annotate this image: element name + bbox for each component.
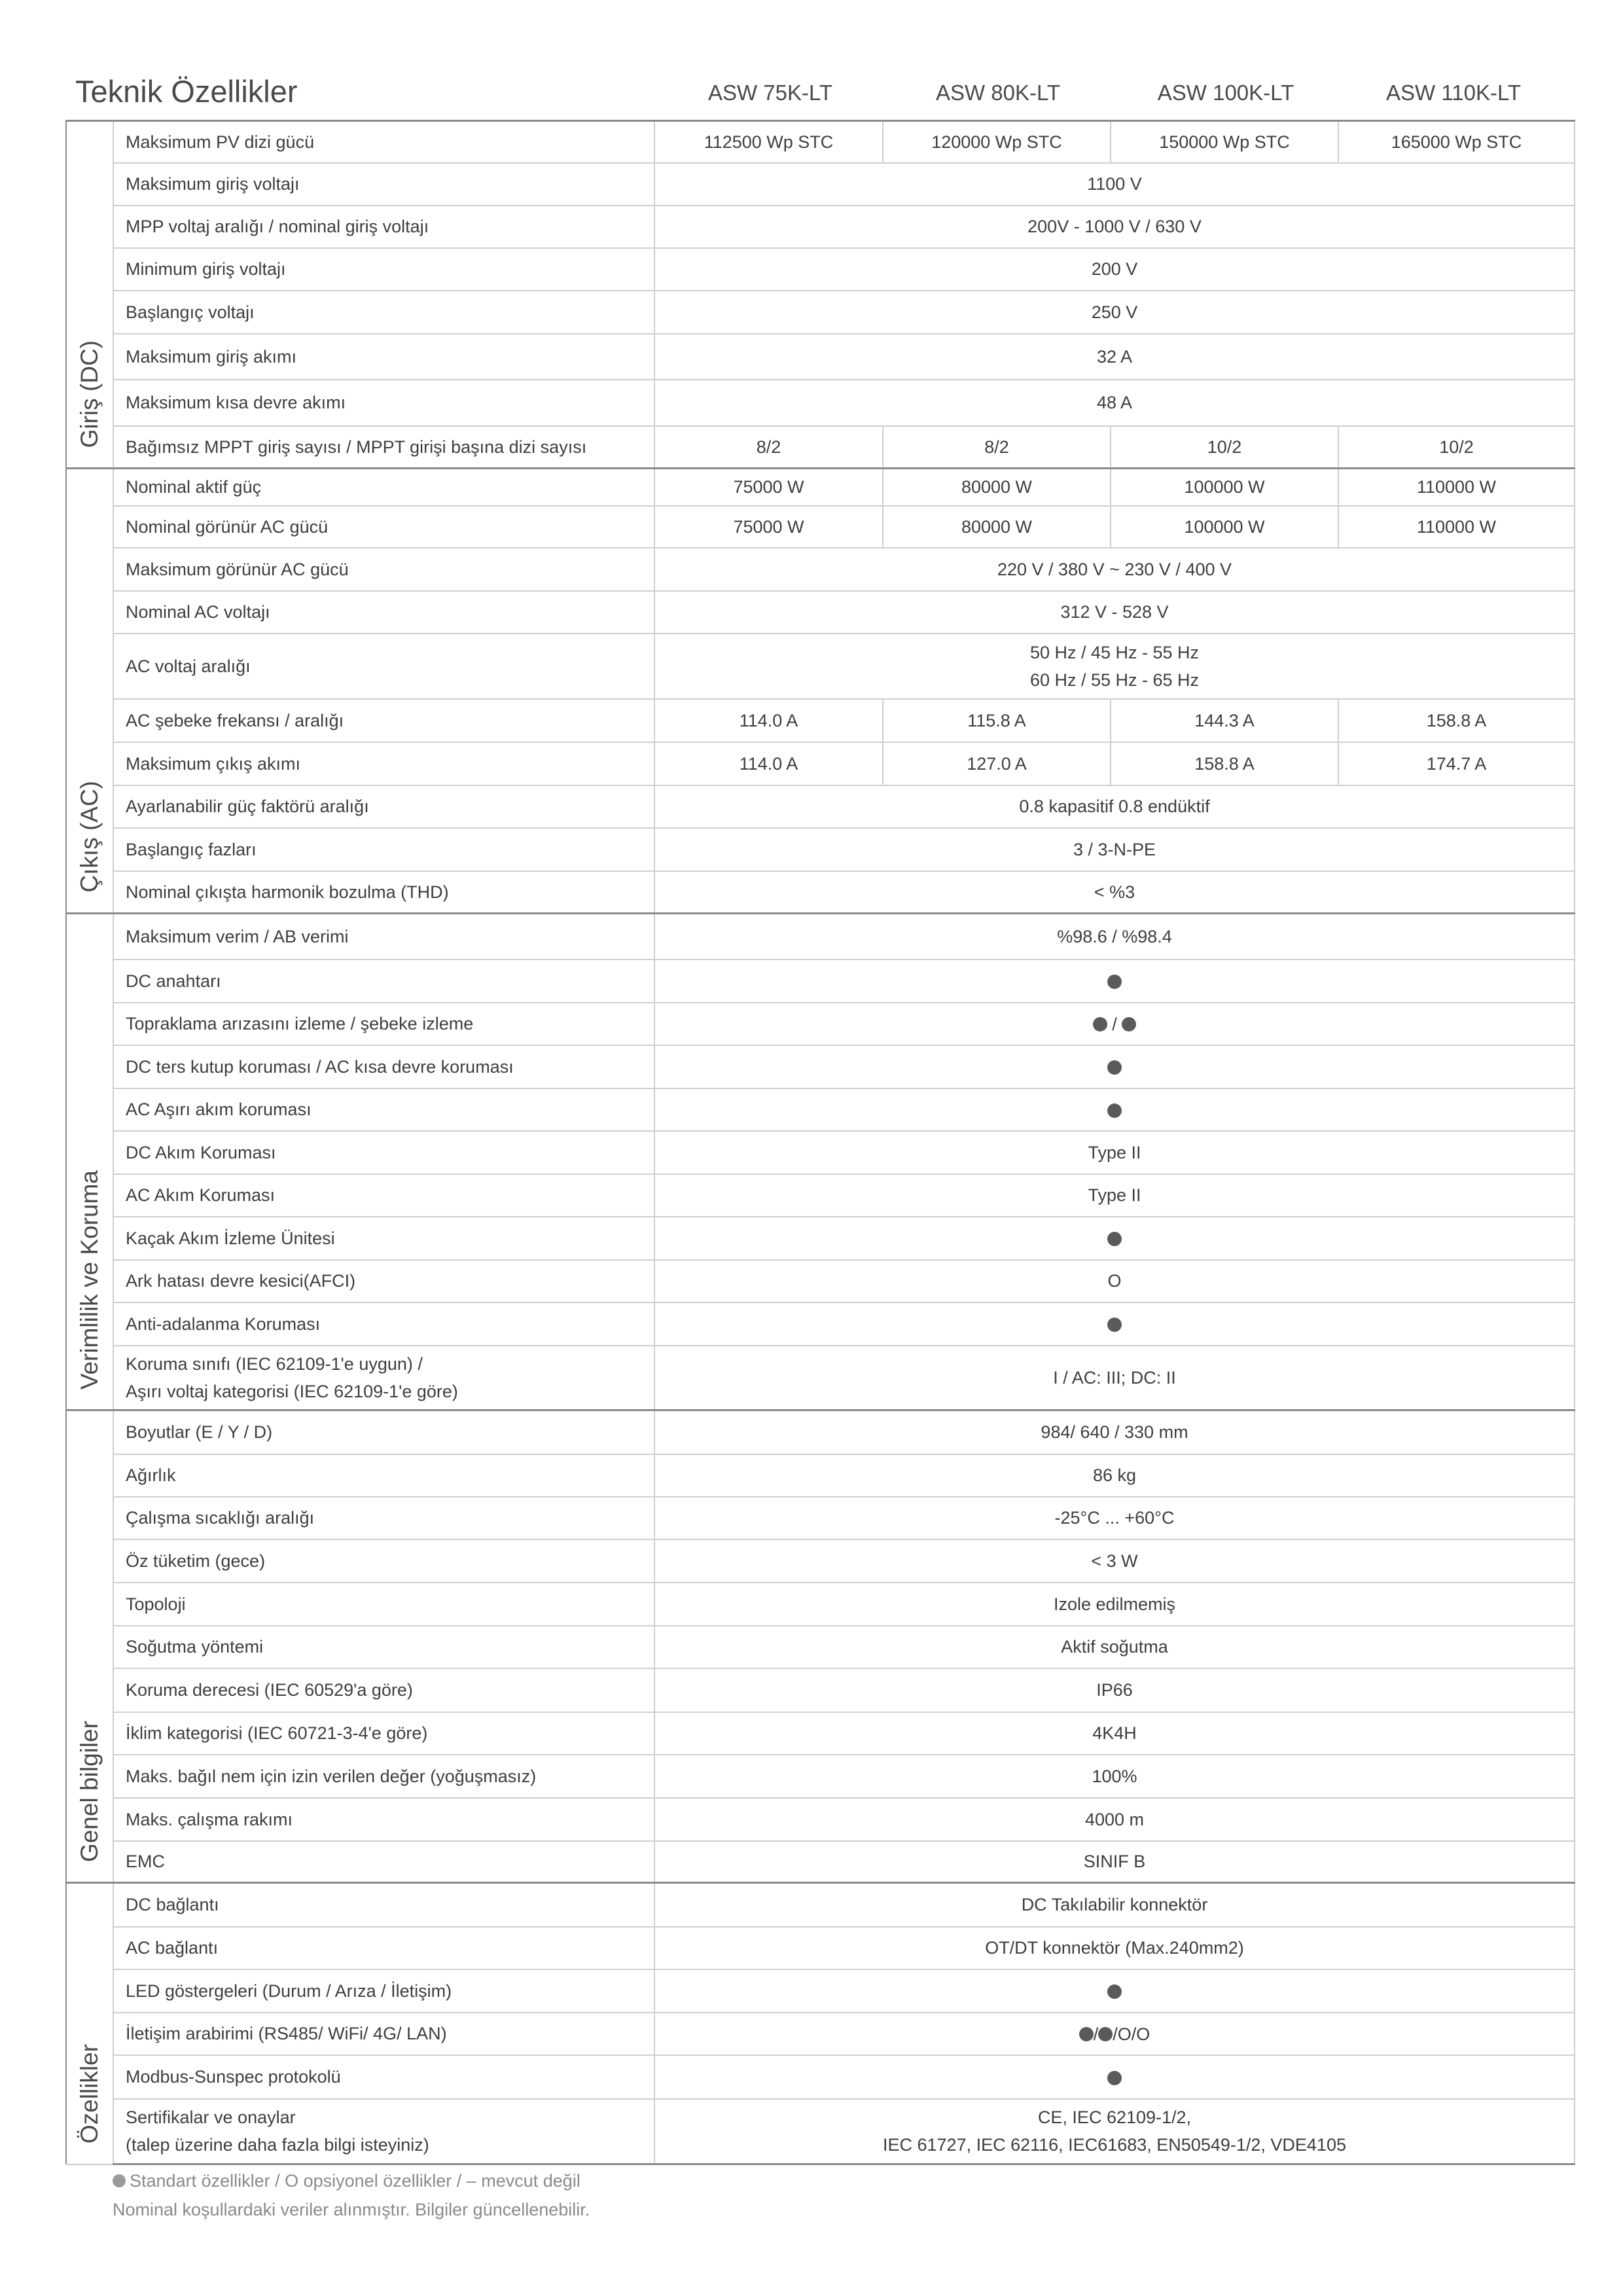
spec-row xyxy=(66,634,1575,699)
filled-dot-icon xyxy=(1107,2071,1122,2085)
spec-row xyxy=(66,1927,1575,1969)
spec-label: Nominal görünür AC gücü xyxy=(113,506,654,548)
spec-row xyxy=(66,2013,1575,2055)
spec-label: Modbus-Sunspec protokolü xyxy=(113,2055,654,2099)
section-label-cell xyxy=(66,1410,113,1883)
indicator-text: / xyxy=(1131,2024,1137,2044)
spec-row xyxy=(66,1668,1575,1712)
spec-value: 114.0 A xyxy=(654,699,883,742)
spec-value: 4K4H xyxy=(654,1712,1575,1755)
spec-row xyxy=(66,1712,1575,1755)
spec-value: %98.6 / %98.4 xyxy=(654,914,1575,960)
spec-label: Soğutma yöntemi xyxy=(113,1626,654,1668)
spec-label-line: Aşırı voltaj kategorisi (IEC 62109-1'e göre) xyxy=(126,1381,458,1401)
spec-value: 8/2 xyxy=(883,426,1111,469)
feature-indicator xyxy=(654,1003,1575,1045)
spec-value: 127.0 A xyxy=(883,742,1111,785)
spec-value: OT/DT konnektör (Max.240mm2) xyxy=(654,1927,1575,1969)
spec-label: Nominal çıkışta harmonik bozulma (THD) xyxy=(113,871,654,914)
spec-value: 120000 Wp STC xyxy=(883,121,1111,163)
spec-value: 312 V - 528 V xyxy=(654,591,1575,634)
spec-value: 75000 W xyxy=(654,469,883,506)
feature-indicator xyxy=(654,960,1575,1003)
filled-dot-icon xyxy=(1079,2027,1094,2041)
spec-value: 158.8 A xyxy=(1111,742,1338,785)
spec-label xyxy=(113,2099,654,2164)
section-label-cell xyxy=(66,1883,113,2164)
spec-row xyxy=(66,1583,1575,1626)
spec-row xyxy=(66,291,1575,334)
spec-row xyxy=(66,1131,1575,1174)
footer-note: Nominal koşullardaki veriler alınmıştır. Bilgiler güncellenebilir. xyxy=(113,2200,590,2219)
spec-label: Ayarlanabilir güç faktörü aralığı xyxy=(113,785,654,828)
spec-label: AC bağlantı xyxy=(113,1927,654,1969)
spec-row xyxy=(66,1088,1575,1131)
spec-value: Aktif soğutma xyxy=(654,1626,1575,1668)
section-title: Genel bilgiler xyxy=(76,1721,103,1862)
spec-value: 200V - 1000 V / 630 V xyxy=(654,206,1575,248)
spec-label: Kaçak Akım İzleme Ünitesi xyxy=(113,1217,654,1260)
filled-dot-icon xyxy=(1122,1017,1136,1031)
spec-value: 48 A xyxy=(654,380,1575,426)
spec-row xyxy=(66,1410,1575,1454)
spec-row xyxy=(66,1217,1575,1260)
spec-value: < %3 xyxy=(654,871,1575,914)
spec-value: O xyxy=(654,1260,1575,1302)
spec-row xyxy=(66,960,1575,1003)
spec-label: Maksimum görünür AC gücü xyxy=(113,548,654,591)
spec-value: 112500 Wp STC xyxy=(654,121,883,163)
spec-row xyxy=(66,380,1575,426)
spec-row xyxy=(66,1539,1575,1583)
spec-header xyxy=(0,0,1623,124)
spec-value xyxy=(654,2099,1575,2164)
spec-value: 32 A xyxy=(654,334,1575,380)
spec-row xyxy=(66,1755,1575,1798)
spec-label: Maksimum çıkış akımı xyxy=(113,742,654,785)
filled-dot-icon xyxy=(1107,1984,1122,1999)
spec-label: DC ters kutup koruması / AC kısa devre koruması xyxy=(113,1045,654,1088)
spec-value: Type II xyxy=(654,1131,1575,1174)
spec-label: DC anahtarı xyxy=(113,960,654,1003)
filled-dot-icon xyxy=(1093,1017,1107,1031)
indicator-text: O xyxy=(1117,2024,1132,2044)
spec-value: 158.8 A xyxy=(1338,699,1575,742)
spec-row xyxy=(66,1003,1575,1045)
spec-label: AC şebeke frekansı / aralığı xyxy=(113,699,654,742)
spec-row xyxy=(66,1174,1575,1217)
spec-label: Maksimum giriş voltajı xyxy=(113,163,654,206)
spec-row xyxy=(66,1626,1575,1668)
model-header-80k: ASW 80K-LT xyxy=(935,81,1061,105)
spec-value: 0.8 kapasitif 0.8 endüktif xyxy=(654,785,1575,828)
spec-value: 80000 W xyxy=(883,469,1111,506)
spec-row xyxy=(66,1969,1575,2013)
spec-row xyxy=(66,1454,1575,1497)
indicator-text: O xyxy=(1136,2024,1150,2044)
spec-label-line: Koruma sınıfı (IEC 62109-1'e uygun) / xyxy=(126,1354,423,1374)
spec-label: Nominal AC voltajı xyxy=(113,591,654,634)
spec-row xyxy=(66,2099,1575,2164)
feature-indicator xyxy=(654,2013,1575,2055)
spec-label: Bağımsız MPPT giriş sayısı / MPPT girişi başına dizi sayısı xyxy=(113,426,654,469)
filled-dot-icon xyxy=(1107,975,1122,989)
spec-row xyxy=(66,206,1575,248)
spec-label: Topoloji xyxy=(113,1583,654,1626)
spec-value: 165000 Wp STC xyxy=(1338,121,1575,163)
spec-value: 250 V xyxy=(654,291,1575,334)
feature-indicator xyxy=(654,1088,1575,1131)
spec-value: 220 V / 380 V ~ 230 V / 400 V xyxy=(654,548,1575,591)
feature-indicator xyxy=(654,1045,1575,1088)
spec-value: 86 kg xyxy=(654,1454,1575,1497)
spec-label xyxy=(113,1346,654,1410)
spec-label: Nominal aktif güç xyxy=(113,469,654,506)
spec-value: 75000 W xyxy=(654,506,883,548)
spec-value: 4000 m xyxy=(654,1798,1575,1841)
spec-value: 3 / 3-N-PE xyxy=(654,828,1575,871)
spec-value: SINIF B xyxy=(654,1841,1575,1883)
spec-label: AC Aşırı akım koruması xyxy=(113,1088,654,1131)
section-label-cell xyxy=(66,121,113,469)
spec-label: AC Akım Koruması xyxy=(113,1174,654,1217)
spec-value: DC Takılabilir konnektör xyxy=(654,1883,1575,1927)
model-header-110k: ASW 110K-LT xyxy=(1385,81,1522,105)
spec-value: Type II xyxy=(654,1174,1575,1217)
filled-dot-icon xyxy=(1107,1060,1122,1075)
spec-value xyxy=(654,634,1575,699)
spec-value: 115.8 A xyxy=(883,699,1111,742)
spec-table xyxy=(65,120,1575,2165)
feature-indicator xyxy=(654,2055,1575,2099)
spec-label: Çalışma sıcaklığı aralığı xyxy=(113,1497,654,1539)
spec-value: 10/2 xyxy=(1338,426,1575,469)
indicator-text: / xyxy=(1112,1014,1117,1034)
spec-value: 100% xyxy=(654,1755,1575,1798)
standard-dot-icon xyxy=(113,2174,126,2187)
spec-row xyxy=(66,1260,1575,1302)
feature-indicator xyxy=(654,1969,1575,2013)
footer xyxy=(113,2166,590,2224)
spec-row xyxy=(66,1497,1575,1539)
spec-label: Maksimum verim / AB verimi xyxy=(113,914,654,960)
spec-value: 110000 W xyxy=(1338,469,1575,506)
spec-value: 100000 W xyxy=(1111,506,1338,548)
spec-label: Öz tüketim (gece) xyxy=(113,1539,654,1583)
section-label-cell xyxy=(66,469,113,914)
feature-indicator xyxy=(654,1302,1575,1346)
spec-label-line: Sertifikalar ve onaylar xyxy=(126,2108,296,2128)
spec-row xyxy=(66,742,1575,785)
spec-label: Maksimum PV dizi gücü xyxy=(113,121,654,163)
footer-legend xyxy=(113,2166,590,2195)
spec-row xyxy=(66,469,1575,506)
spec-row xyxy=(66,785,1575,828)
page-title: Teknik Özellikler xyxy=(75,74,298,109)
spec-value: 80000 W xyxy=(883,506,1111,548)
spec-row xyxy=(66,1883,1575,1927)
spec-label: Başlangıç fazları xyxy=(113,828,654,871)
spec-row xyxy=(66,828,1575,871)
spec-label: Ağırlık xyxy=(113,1454,654,1497)
spec-value: 10/2 xyxy=(1111,426,1338,469)
spec-label: Minimum giriş voltajı xyxy=(113,248,654,291)
spec-label: Maks. çalışma rakımı xyxy=(113,1798,654,1841)
indicator-text: / xyxy=(1113,2024,1118,2044)
spec-value-line: CE, IEC 62109-1/2, xyxy=(1037,2108,1192,2128)
filled-dot-icon xyxy=(1107,1103,1122,1118)
spec-value: 984/ 640 / 330 mm xyxy=(654,1410,1575,1454)
spec-value: < 3 W xyxy=(654,1539,1575,1583)
spec-label: Maksimum giriş akımı xyxy=(113,334,654,380)
spec-row xyxy=(66,914,1575,960)
spec-label: İklim kategorisi (IEC 60721-3-4'e göre) xyxy=(113,1712,654,1755)
spec-row xyxy=(66,591,1575,634)
spec-row xyxy=(66,1302,1575,1346)
spec-value: 8/2 xyxy=(654,426,883,469)
spec-row xyxy=(66,121,1575,163)
spec-value: I / AC: III; DC: II xyxy=(654,1346,1575,1410)
spec-value: IP66 xyxy=(654,1668,1575,1712)
spec-label-line: (talep üzerine daha fazla bilgi isteyiniz) xyxy=(126,2135,429,2155)
spec-label: DC bağlantı xyxy=(113,1883,654,1927)
spec-row xyxy=(66,506,1575,548)
spec-row xyxy=(66,334,1575,380)
spec-value: 174.7 A xyxy=(1338,742,1575,785)
spec-value: 114.0 A xyxy=(654,742,883,785)
section-title: Verimlilik ve Koruma xyxy=(76,1170,103,1390)
spec-value-line: 50 Hz / 45 Hz - 55 Hz xyxy=(1029,642,1200,662)
indicator-text xyxy=(1117,1014,1122,1034)
spec-label: Maks. bağıl nem için izin verilen değer (yoğuşmasız) xyxy=(113,1755,654,1798)
spec-value-line: 60 Hz / 55 Hz - 65 Hz xyxy=(1029,670,1200,690)
spec-label: MPP voltaj aralığı / nominal giriş voltajı xyxy=(113,206,654,248)
section-label-cell xyxy=(66,914,113,1410)
spec-label: Anti-adalanma Koruması xyxy=(113,1302,654,1346)
spec-row xyxy=(66,1798,1575,1841)
section-title: Çıkış (AC) xyxy=(76,781,103,893)
footer-legend-text: Standart özellikler / O opsiyonel özellikler / – mevcut değil xyxy=(130,2171,580,2191)
spec-label: İletişim arabirimi (RS485/ WiFi/ 4G/ LAN) xyxy=(113,2013,654,2055)
feature-indicator xyxy=(654,1217,1575,1260)
spec-row xyxy=(66,163,1575,206)
filled-dot-icon xyxy=(1098,2027,1113,2041)
spec-label: Koruma derecesi (IEC 60529'a göre) xyxy=(113,1668,654,1712)
spec-value: 110000 W xyxy=(1338,506,1575,548)
spec-value: 200 V xyxy=(654,248,1575,291)
section-title: Özellikler xyxy=(76,2044,103,2144)
spec-row xyxy=(66,1841,1575,1883)
spec-label: EMC xyxy=(113,1841,654,1883)
spec-label: Boyutlar (E / Y / D) xyxy=(113,1410,654,1454)
spec-value: 150000 Wp STC xyxy=(1111,121,1338,163)
spec-label: Ark hatası devre kesici(AFCI) xyxy=(113,1260,654,1302)
spec-value: 1100 V xyxy=(654,163,1575,206)
spec-value: Izole edilmemiş xyxy=(654,1583,1575,1626)
spec-label: LED göstergeleri (Durum / Arıza / İletişim) xyxy=(113,1969,654,2013)
spec-value-line: IEC 61727, IEC 62116, IEC61683, EN50549-1/2, VDE4105 xyxy=(883,2135,1346,2155)
filled-dot-icon xyxy=(1107,1232,1122,1246)
spec-value: -25°C ... +60°C xyxy=(654,1497,1575,1539)
section-title: Giriş (DC) xyxy=(76,340,103,448)
spec-label: DC Akım Koruması xyxy=(113,1131,654,1174)
spec-label: Topraklama arızasını izleme / şebeke izleme xyxy=(113,1003,654,1045)
spec-label: Başlangıç voltajı xyxy=(113,291,654,334)
indicator-text: / xyxy=(1093,2024,1099,2044)
spec-label: AC voltaj aralığı xyxy=(113,634,654,699)
spec-row xyxy=(66,871,1575,914)
spec-value: 100000 W xyxy=(1111,469,1338,506)
spec-row xyxy=(66,248,1575,291)
model-header-100k: ASW 100K-LT xyxy=(1157,81,1294,105)
spec-row xyxy=(66,426,1575,469)
spec-row xyxy=(66,1045,1575,1088)
spec-row xyxy=(66,699,1575,742)
spec-value: 144.3 A xyxy=(1111,699,1338,742)
spec-label: Maksimum kısa devre akımı xyxy=(113,380,654,426)
model-header-75k: ASW 75K-LT xyxy=(707,81,833,105)
spec-row xyxy=(66,1346,1575,1410)
filled-dot-icon xyxy=(1107,1318,1122,1332)
spec-row xyxy=(66,2055,1575,2099)
spec-row xyxy=(66,548,1575,591)
